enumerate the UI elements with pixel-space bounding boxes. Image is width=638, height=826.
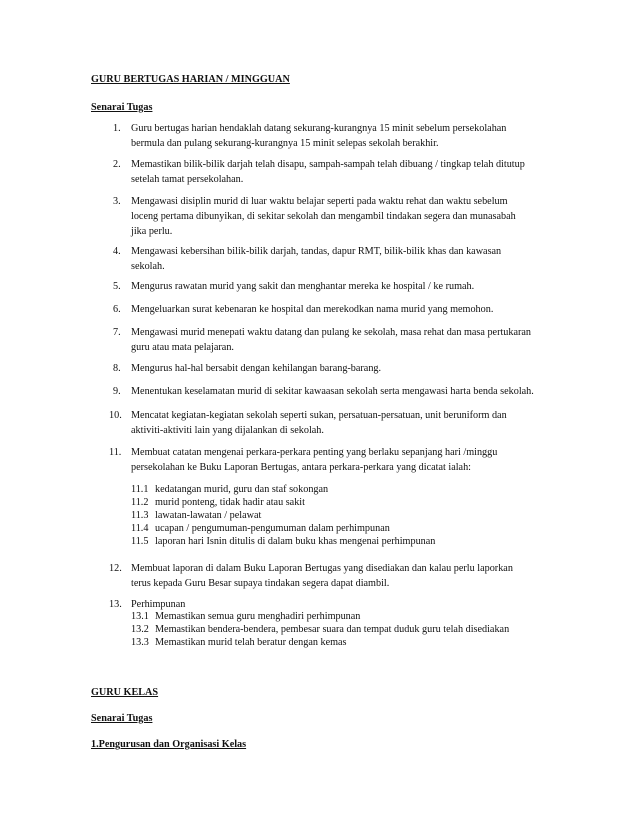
text-line: Perhimpunan: [131, 599, 186, 610]
sub-item-number: 13.2: [131, 624, 149, 635]
item-number: 13.: [109, 599, 122, 610]
sub-item-text: kedatangan murid, guru dan staf sokongan: [155, 484, 329, 495]
text-line: Mengawasi disiplin murid di luar waktu belajar seperti pada waktu rehat dan waktu sebelum: [131, 196, 508, 207]
item-number: 6.: [113, 304, 121, 315]
item-text: [131, 325, 551, 355]
item-text: [131, 561, 551, 591]
section1-subtitle: Senarai Tugas: [91, 102, 153, 113]
item-text: [131, 384, 551, 399]
sub-item-text: Memastikan bendera-bendera, pembesar suara dan tempat duduk guru telah disediakan: [155, 624, 510, 635]
text-line: Mengurus hal-hal bersabit dengan kehilangan barang-barang.: [131, 363, 382, 374]
text-line: aktiviti-aktiviti lain yang dijalankan di sekolah.: [131, 425, 324, 436]
text-line: sekolah.: [131, 261, 165, 272]
item-text: [131, 302, 551, 317]
item-number: 11.: [109, 447, 122, 458]
item-text: [131, 279, 551, 294]
text-line: Menentukan keselamatan murid di sekitar kawaasan sekolah serta mengawasi harta benda sekolah.: [131, 386, 534, 397]
text-line: Membuat laporan di dalam Buku Laporan Bertugas yang disediakan dan kalau perlu laporkan: [131, 563, 513, 574]
item-text: [131, 408, 551, 438]
item-text: [131, 194, 551, 239]
item-number: 12.: [109, 563, 122, 574]
text-line: setelah tamat persekolahan.: [131, 174, 244, 185]
text-line: Mengurus rawatan murid yang sakit dan menghantar mereka ke hospital / ke rumah.: [131, 281, 475, 292]
sub-list-item: [131, 534, 551, 549]
text-line: Mengawasi kebersihan bilik-bilik darjah, tandas, dapur RMT, bilik-bilik khas dan kawasan: [131, 246, 502, 257]
item-number: 1.: [113, 123, 121, 134]
sub-item-text: Memastikan semua guru menghadiri perhimpunan: [155, 611, 361, 622]
item-number: 7.: [113, 327, 121, 338]
text-line: bermula dan pulang sekurang-kurangnya 15 minit selepas sekolah berakhir.: [131, 138, 439, 149]
item-number: 3.: [113, 196, 121, 207]
item-number: 9.: [113, 386, 121, 397]
section2-subheading: 1.Pengurusan dan Organisasi Kelas: [91, 739, 247, 750]
sub-item-text: laporan hari Isnin ditulis di dalam buku khas mengenai perhimpunan: [155, 536, 436, 547]
sub-item-text: murid ponteng, tidak hadir atau sakit: [155, 497, 305, 508]
text-line: Mencatat kegiatan-kegiatan sekolah seperti sukan, persatuan-persatuan, unit beruniform dan: [131, 410, 507, 421]
sub-item-text: lawatan-lawatan / pelawat: [155, 510, 262, 521]
text-line: Memastikan bilik-bilik darjah telah disapu, sampah-sampah telah dibuang / tingkap telah ditutup: [131, 159, 525, 170]
item-number: 10.: [109, 410, 122, 421]
sub-item-number: 11.2: [131, 497, 149, 508]
text-line: persekolahan ke Buku Laporan Bertugas, antara perkara-perkara yang dicatat ialah:: [131, 462, 471, 473]
sub-item-number: 13.3: [131, 637, 149, 648]
sub-item-number: 11.5: [131, 536, 149, 547]
text-line: Membuat catatan mengenai perkara-perkara penting yang berlaku sepanjang hari /minggu: [131, 447, 498, 458]
text-line: Guru bertugas harian hendaklah datang sekurang-kurangnya 15 minit sebelum persekolahan: [131, 123, 507, 134]
section1-title: GURU BERTUGAS HARIAN / MINGGUAN: [91, 74, 290, 85]
item-text: [131, 157, 551, 187]
item-text: [131, 244, 551, 274]
sub-item-number: 11.4: [131, 523, 149, 534]
text-line: jika perlu.: [131, 226, 173, 237]
sub-item-text: ucapan / pengumuman-pengumuman dalam perhimpunan: [155, 523, 390, 534]
item-number: 4.: [113, 246, 121, 257]
text-line: Mengawasi murid menepati waktu datang dan pulang ke sekolah, masa rehat dan masa pertukaran: [131, 327, 532, 338]
text-line: loceng pertama dibunyikan, di sekitar sekolah dan mengambil tindakan segera dan munasabah: [131, 211, 516, 222]
sub-item-number: 11.1: [131, 484, 149, 495]
section2-subtitle: Senarai Tugas: [91, 713, 153, 724]
section2-title: GURU KELAS: [91, 687, 159, 698]
sub-item-text: Memastikan murid telah beratur dengan kemas: [155, 637, 347, 648]
text-line: guru atau mata pelajaran.: [131, 342, 234, 353]
item-number: 2.: [113, 159, 121, 170]
item-text: [131, 445, 551, 475]
item-number: 5.: [113, 281, 121, 292]
item-text: [131, 361, 551, 376]
text-line: Mengeluarkan surat kebenaran ke hospital dan merekodkan nama murid yang memohon.: [131, 304, 494, 315]
item-text: [131, 121, 551, 151]
text-line: terus kepada Guru Besar supaya tindakan segera dapat diambil.: [131, 578, 390, 589]
item-number: 8.: [113, 363, 121, 374]
sub-item-number: 13.1: [131, 611, 149, 622]
sub-item-number: 11.3: [131, 510, 149, 521]
sub-list-item: [131, 635, 551, 650]
